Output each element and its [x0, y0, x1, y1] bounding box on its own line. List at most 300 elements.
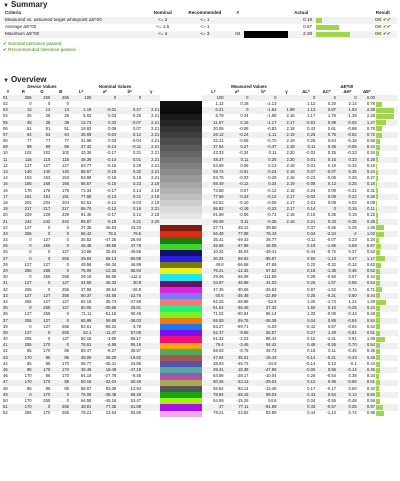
table-cell: 21 — [2, 219, 14, 225]
table-cell: -0.11 — [117, 145, 142, 151]
de-bar — [376, 374, 379, 379]
summary-nominal: <= 1.5 — [156, 24, 170, 30]
table-cell: -0.55 — [326, 397, 336, 403]
table-cell: 41 — [2, 343, 14, 349]
table-cell: 0.88 — [316, 318, 337, 324]
table-cell: 0.24 — [240, 113, 249, 119]
table-cell: 255 — [51, 256, 70, 262]
table-cell: 1.24 — [348, 298, 357, 304]
table-cell: 229 — [62, 212, 70, 218]
table-cell: -0.72 — [326, 249, 336, 255]
table-cell: -47.96 — [225, 244, 250, 250]
table-cell: 0.51 — [358, 330, 376, 336]
collapse-triangle-icon[interactable]: ▼ — [3, 78, 9, 84]
table-cell: 25 — [2, 244, 14, 250]
table-cell: 52 — [3, 410, 8, 416]
table-cell: 77 — [26, 138, 32, 144]
summary-actual: 0.57 — [303, 24, 313, 30]
table-cell: -12.94 — [129, 385, 142, 391]
table-cell: -0.17 — [326, 385, 336, 391]
table-cell: 0.21 — [202, 107, 224, 113]
table-cell: 0.01 — [296, 157, 317, 163]
table-cell: 26.94 — [130, 237, 142, 243]
table-cell: 28 — [3, 261, 8, 267]
table-cell: 140 — [33, 169, 52, 175]
table-cell: 26.12 — [202, 132, 224, 138]
de-bar — [376, 250, 380, 255]
table-cell: 85 — [64, 348, 70, 354]
column-header: b* — [127, 89, 132, 95]
table-cell: 0.62 — [366, 261, 375, 267]
table-cell: -2.25 — [347, 224, 357, 230]
table-cell: -47.55 — [129, 298, 142, 304]
summary-recommended: <= 1 — [179, 17, 232, 24]
table-cell: 0.22 — [307, 261, 316, 267]
table-cell: -22.76 — [117, 293, 142, 299]
table-cell: 35 — [2, 305, 14, 311]
table-cell: 0 — [66, 100, 70, 106]
table-cell: -0.83 — [266, 125, 277, 131]
table-cell: 0.54 — [358, 281, 376, 287]
table-cell: 0.87 — [316, 107, 337, 113]
summary-actual: 0.19 — [288, 17, 314, 24]
table-cell: -48.15 — [225, 392, 250, 398]
table-cell: 59.47 — [80, 348, 92, 354]
table-cell: 20.05 — [213, 125, 224, 131]
table-cell: 0.29 — [132, 162, 142, 168]
de-bar — [376, 120, 386, 125]
overview-title: Overview — [10, 75, 47, 84]
table-cell: 0 — [316, 206, 337, 212]
collapse-triangle-icon[interactable]: ▼ — [3, 3, 9, 9]
table-cell: -0.92 — [337, 120, 358, 126]
table-cell: 2.18 — [277, 169, 295, 175]
table-cell: 127 — [62, 336, 70, 342]
table-cell: 0.57 — [358, 244, 376, 250]
table-cell: -0.14 — [305, 360, 316, 366]
table-cell: -50.64 — [236, 311, 249, 317]
table-cell: 09 — [2, 145, 14, 151]
table-cell: 2.21 — [151, 125, 160, 131]
header-bar — [244, 10, 288, 17]
table-cell: 0.09 — [327, 187, 336, 193]
table-cell: 0.16 — [307, 212, 316, 218]
table-cell: -45.16 — [104, 397, 117, 403]
table-cell: -30.06 — [236, 286, 249, 292]
table-cell: -0.61 — [337, 330, 358, 336]
table-cell: -48.59 — [92, 244, 117, 250]
table-cell: 23.64 — [105, 410, 117, 416]
table-cell: 11 — [2, 157, 14, 163]
table-cell: 82.51 — [80, 199, 92, 205]
table-cell: 08 — [3, 138, 8, 144]
table-cell: 77.98 — [225, 231, 250, 237]
table-cell: -1.65 — [316, 244, 337, 250]
table-cell: 10.68 — [80, 249, 92, 255]
table-cell: 66.08 — [238, 274, 249, 280]
table-cell: 82.89 — [265, 410, 277, 416]
table-cell: 170 — [14, 355, 33, 361]
table-cell: 51 — [45, 125, 51, 131]
table-cell: 0.44 — [366, 274, 375, 280]
table-cell: 37.54 — [202, 145, 224, 151]
table-cell: 229 — [43, 212, 51, 218]
table-cell: 79.5 — [117, 231, 142, 237]
table-cell: 0.27 — [366, 175, 375, 181]
table-cell: 86.14 — [265, 311, 277, 317]
table-cell: 255 — [24, 286, 32, 292]
table-cell: 166 — [14, 182, 33, 188]
table-cell: 43 — [2, 355, 14, 361]
table-cell: -38.39 — [250, 318, 278, 324]
table-cell: 38 — [51, 120, 70, 126]
table-cell: 85 — [64, 385, 70, 391]
table-cell: 36.03 — [238, 249, 249, 255]
table-cell: 58.68 — [92, 318, 117, 324]
table-cell: 170 — [51, 367, 70, 373]
table-cell: -3.76 — [131, 323, 142, 329]
table-cell: 0.04 — [296, 318, 317, 324]
table-cell: 65.89 — [70, 318, 92, 324]
table-cell: 0.27 — [225, 145, 250, 151]
de-bar — [376, 170, 378, 175]
table-cell: -56.58 — [236, 261, 249, 267]
table-cell: 0.25 — [348, 175, 357, 181]
table-cell: -26.9 — [131, 286, 142, 292]
table-cell: 0.01 — [117, 157, 142, 163]
column-header: ΔH* — [343, 89, 352, 95]
table-cell: -58.22 — [104, 323, 117, 329]
table-cell: -3.69 — [106, 336, 117, 342]
summary-bar — [314, 24, 369, 31]
de-bar — [376, 287, 382, 292]
table-cell: -10.04 — [264, 373, 277, 379]
table-cell: 07 — [2, 132, 14, 138]
table-cell: 127 — [43, 298, 51, 304]
table-cell: 34.9 — [268, 360, 277, 366]
table-cell: -0.02 — [305, 150, 316, 156]
table-cell: 2.20 — [142, 219, 160, 225]
table-cell: 0.25 — [337, 404, 358, 410]
table-cell: 2.14 — [348, 100, 357, 106]
header-bar2 — [314, 10, 369, 17]
table-cell: 37.42 — [70, 145, 92, 151]
table-cell: 86.44 — [265, 336, 277, 342]
table-cell: 0.74 — [348, 286, 357, 292]
table-cell: 0.36 — [327, 212, 336, 218]
table-cell: -27.76 — [104, 373, 117, 379]
table-cell: -29.04 — [250, 380, 278, 386]
table-cell: 2.28 — [358, 107, 376, 113]
table-cell: 127 — [24, 311, 32, 317]
table-cell: -0.14 — [92, 157, 117, 163]
table-cell: 46.89 — [130, 261, 142, 267]
table-cell: 255 — [24, 410, 32, 416]
table-cell: 18.49 — [92, 367, 117, 373]
table-cell: -22.89 — [250, 293, 278, 299]
table-cell: -2.41 — [326, 336, 336, 342]
table-cell: 30 — [3, 274, 8, 280]
table-cell: -0.07 — [316, 169, 337, 175]
de-bar — [376, 139, 380, 144]
table-cell: -0.05 — [238, 138, 249, 144]
table-cell: 56.48 — [202, 231, 224, 237]
table-cell: 0.07 — [132, 125, 142, 131]
table-cell: -0.04 — [92, 132, 117, 138]
swatch-fill — [160, 411, 202, 417]
table-cell: 0.11 — [296, 145, 317, 151]
column-header: L* — [78, 89, 84, 95]
table-cell: 57.52 — [250, 268, 278, 274]
table-cell: 26 — [26, 113, 32, 119]
table-cell: -1.12 — [326, 410, 336, 416]
table-cell: 82.86 — [130, 410, 142, 416]
table-cell: -0.08 — [238, 125, 249, 131]
table-cell: 242 — [14, 219, 33, 225]
table-cell: -95.97 — [250, 256, 278, 262]
table-cell: -0.50 — [326, 274, 336, 280]
table-cell: 0.27 — [296, 330, 317, 336]
table-cell: 0.66 — [337, 281, 358, 287]
table-cell: 96.08 — [202, 219, 224, 225]
table-cell: 170 — [24, 373, 32, 379]
column-header: ΔE* — [362, 89, 371, 95]
table-cell: -0.12 — [106, 199, 117, 205]
table-cell: -59.71 — [236, 323, 249, 329]
table-cell: 0.23 — [117, 182, 142, 188]
table-cell: 1.29 — [366, 298, 375, 304]
table-cell: -0.35 — [337, 219, 358, 225]
table-cell: 127 — [43, 162, 51, 168]
table-cell: 255 — [14, 268, 33, 274]
table-cell: 2.21 — [151, 150, 160, 156]
table-cell: 204 — [43, 199, 51, 205]
table-cell: 78.2 — [92, 231, 117, 237]
summary-section — [0, 0, 400, 53]
table-cell: 0.44 — [366, 360, 375, 366]
table-cell: -1.13 — [316, 256, 337, 262]
summary-title-bar[interactable] — [0, 0, 400, 10]
table-cell: 47.25 — [213, 286, 224, 292]
de-bar — [376, 133, 382, 138]
de-bar — [376, 349, 380, 354]
table-cell: 5.62 — [83, 113, 92, 119]
table-cell: -0.23 — [347, 150, 357, 156]
table-cell: -47.25 — [104, 237, 117, 243]
table-cell: 60.37 — [70, 293, 92, 299]
table-cell: 0.28 — [307, 373, 316, 379]
de-bar — [376, 207, 377, 212]
table-cell: 0.18 — [240, 100, 249, 106]
table-cell: 48 — [3, 385, 8, 391]
table-cell: 0.46 — [366, 348, 375, 354]
table-cell: 1.12 — [307, 100, 316, 106]
table-cell: 0 — [66, 311, 70, 317]
table-cell: 35.29 — [92, 355, 117, 361]
table-cell: 127 — [24, 224, 32, 230]
table-cell: -0.22 — [250, 206, 278, 212]
table-cell: 34.85 — [130, 360, 142, 366]
table-cell: 13 — [51, 107, 70, 113]
table-cell: 0 — [47, 286, 51, 292]
table-cell: 0.87 — [307, 286, 316, 292]
table-cell: 0.13 — [327, 360, 336, 366]
table-cell: -0.07 — [326, 237, 336, 243]
table-cell: 86.82 — [202, 206, 224, 212]
table-cell: 0.01 — [307, 199, 316, 205]
table-cell: 2.19 — [151, 199, 160, 205]
table-cell: 20 — [3, 212, 8, 218]
table-cell: -0.12 — [347, 261, 357, 267]
table-cell: 0.21 — [117, 194, 142, 200]
table-cell: 1.50 — [296, 305, 317, 311]
table-cell: 0.51 — [358, 380, 376, 386]
table-cell: 100 — [202, 95, 224, 101]
table-cell: 0 — [47, 224, 51, 230]
table-cell: 2.19 — [277, 182, 295, 188]
table-cell: 127 — [14, 281, 33, 287]
table-cell: 166 — [33, 182, 52, 188]
table-cell: 115 — [14, 157, 33, 163]
table-cell: 0.04 — [307, 397, 316, 403]
table-cell: -4.99 — [92, 343, 117, 349]
table-cell: 0.40 — [366, 385, 375, 391]
table-cell: 0.25 — [337, 182, 358, 188]
table-cell: -0.16 — [225, 206, 250, 212]
table-cell: 19 — [2, 206, 14, 212]
summary-bar — [314, 17, 369, 24]
table-cell: 51.32 — [213, 336, 224, 342]
table-cell: -0.09 — [326, 311, 336, 317]
table-cell: 31.03 — [250, 281, 278, 287]
table-cell: 0.72 — [358, 132, 376, 138]
table-cell: 0 — [51, 244, 70, 250]
de-bar — [376, 318, 380, 323]
table-cell: 38 — [14, 120, 33, 126]
table-cell: 0.44 — [307, 410, 316, 416]
table-cell: 255 — [43, 274, 51, 280]
table-cell: 0.20 — [327, 100, 336, 106]
table-cell: 0.24 — [358, 169, 376, 175]
table-cell: -0.15 — [106, 162, 117, 168]
table-cell: 0.16 — [307, 348, 316, 354]
table-cell: 1.27 — [358, 120, 376, 126]
table-cell: 0.50 — [348, 385, 357, 391]
table-cell: 58.74 — [202, 169, 224, 175]
de-bar — [376, 331, 380, 336]
table-cell: -0.44 — [305, 249, 316, 255]
table-cell: 77.35 — [92, 404, 117, 410]
table-cell: -111.59 — [262, 274, 277, 280]
table-cell: 35.74 — [105, 298, 117, 304]
overview-table — [2, 85, 398, 417]
table-cell: 77 — [45, 138, 51, 144]
table-cell: 0 — [225, 107, 250, 113]
table-cell: 0.64 — [327, 138, 336, 144]
table-cell: -0.32 — [347, 187, 357, 193]
table-cell: 0.11 — [358, 206, 376, 212]
table-cell: 2.19 — [151, 187, 160, 193]
table-cell: 50.26 — [202, 380, 224, 386]
table-cell: 2.20 — [286, 150, 295, 156]
table-cell: -8.27 — [106, 348, 117, 354]
table-cell: 32.21 — [213, 138, 224, 144]
table-cell: 0 — [92, 95, 117, 101]
table-cell: 35.64 — [105, 249, 117, 255]
table-cell: 204 — [62, 199, 70, 205]
de-bar — [376, 368, 380, 373]
table-cell: 0.18 — [117, 206, 142, 212]
table-cell: 2.21 — [142, 132, 160, 138]
table-cell: 31.96 — [80, 138, 92, 144]
table-cell: 40 — [3, 336, 8, 342]
table-cell: 26 — [45, 113, 51, 119]
table-cell: 14 — [3, 175, 8, 181]
table-cell: 0.22 — [366, 212, 375, 218]
table-cell: -0.04 — [131, 138, 142, 144]
table-cell: 0.25 — [250, 157, 278, 163]
table-cell: 170 — [14, 404, 33, 410]
table-cell: 04 — [3, 113, 8, 119]
table-cell: 2.21 — [151, 113, 160, 119]
summary-row — [3, 31, 397, 38]
table-cell: 0.11 — [225, 219, 250, 225]
table-cell: 32 — [3, 286, 8, 292]
table-cell: 170 — [33, 367, 52, 373]
table-cell: 0.60 — [337, 293, 358, 299]
overview-section — [0, 75, 400, 417]
table-cell: 30.34 — [202, 256, 224, 262]
table-cell: 127 — [51, 305, 70, 311]
table-cell: -0.03 — [238, 175, 249, 181]
table-cell: 51 — [2, 404, 14, 410]
table-cell: 38 — [3, 323, 8, 329]
column-header: b* — [261, 89, 266, 95]
table-cell: 44 — [3, 360, 8, 366]
table-cell: 1.13 — [296, 107, 317, 113]
table-cell: 0 — [29, 100, 32, 106]
table-cell: 0.44 — [358, 305, 376, 311]
table-cell: 02 — [3, 100, 8, 106]
table-cell: 1.99 — [277, 107, 295, 113]
table-cell: -0.43 — [337, 355, 358, 361]
de-bar — [376, 219, 378, 224]
table-cell: 13 — [14, 107, 33, 113]
table-cell: 0 — [51, 343, 70, 349]
de-bar — [376, 194, 378, 199]
table-cell: 0.10 — [316, 305, 337, 311]
table-cell: 29.18 — [80, 274, 92, 280]
table-cell: 52.37 — [202, 330, 224, 336]
table-cell: -12.32 — [225, 268, 250, 274]
table-cell: 22 — [3, 224, 8, 230]
table-cell: 2.19 — [142, 182, 160, 188]
table-cell: 79.4 — [202, 343, 224, 349]
table-cell: 0 — [250, 95, 278, 101]
actual-bar — [316, 18, 322, 23]
table-cell: 01 — [2, 95, 14, 101]
table-cell: -49.43 — [236, 237, 249, 243]
table-cell: 2.21 — [142, 206, 160, 212]
table-cell: 53.47 — [130, 397, 142, 403]
table-cell: -0.91 — [296, 120, 317, 126]
table-cell: 10.24 — [213, 249, 224, 255]
table-cell: 56.42 — [70, 231, 92, 237]
table-cell: -0.66 — [337, 380, 358, 386]
table-cell: -1.52 — [326, 286, 336, 292]
table-cell: 127 — [14, 293, 33, 299]
table-cell: 66.68 — [105, 274, 117, 280]
